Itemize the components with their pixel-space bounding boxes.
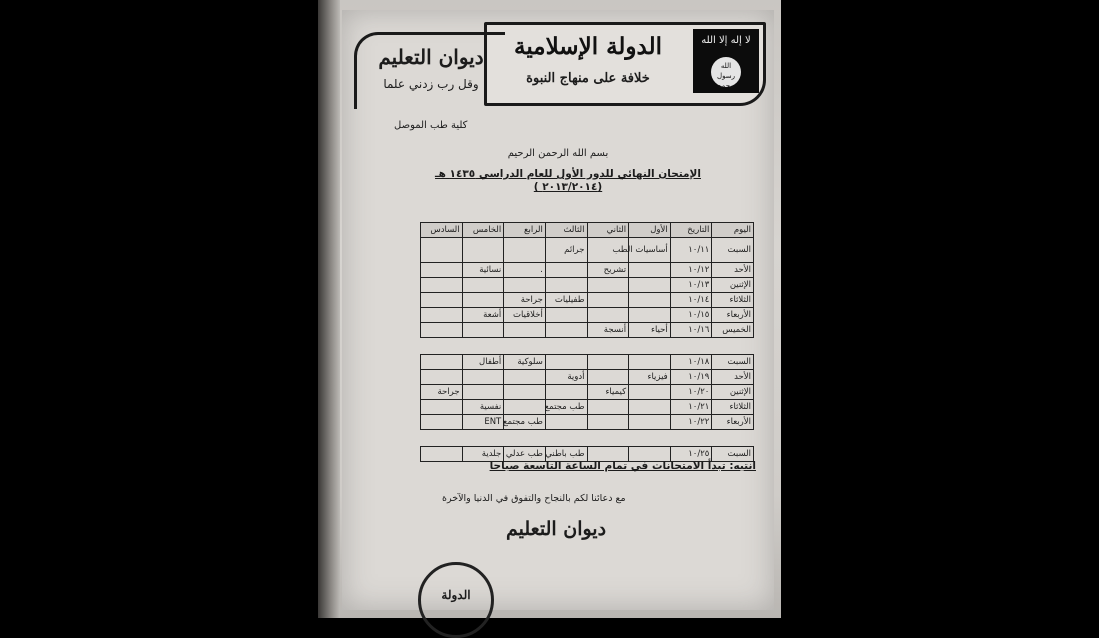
table-cell [670, 430, 712, 447]
table-row [421, 415, 754, 430]
table-row [421, 385, 754, 400]
table-cell: ١٠/٢١ [670, 400, 712, 415]
table-cell [421, 370, 463, 385]
table-cell: الأربعاء [712, 308, 754, 323]
state-subtitle: خلافة على منهاج النبوة [526, 71, 650, 86]
table-cell [545, 323, 587, 338]
basmala: بسم الله الرحمن الرحيم [507, 148, 609, 159]
table-cell [421, 415, 463, 430]
table-cell [587, 355, 629, 370]
table-cell: ١٠/١٩ [670, 370, 712, 385]
table-cell: أطفال [462, 355, 504, 370]
table-cell: جلدية [462, 447, 504, 462]
table-cell: أحياء [629, 323, 671, 338]
table-cell [545, 308, 587, 323]
black-flag-logo [693, 29, 759, 93]
exam-title: الإمتحان النهائي للدور الأول للعام الدراسي ١٤٣٥ هـ (٢٠١٣/٢٠١٤ ) [435, 168, 701, 193]
flag-text: لا إله إلا الله [701, 35, 751, 46]
table-cell: ١٠/١٣ [670, 278, 712, 293]
table-cell [504, 400, 546, 415]
table-cell [462, 430, 504, 447]
table-cell [462, 238, 504, 263]
table-cell: الأربعاء [712, 415, 754, 430]
table-cell [545, 385, 587, 400]
table-cell: طب باطني [545, 447, 587, 462]
table-cell [421, 447, 463, 462]
table-cell [629, 308, 671, 323]
table-cell [587, 415, 629, 430]
table-header-cell: الثالث [545, 223, 587, 238]
table-cell [629, 430, 671, 447]
table-row [421, 338, 754, 355]
table-cell [545, 415, 587, 430]
wishes-text: مع دعائنا لكم بالنجاح والتفوق في الدنيا والآخرة [442, 493, 626, 504]
table-cell: الإثنين [712, 385, 754, 400]
table-cell [504, 278, 546, 293]
table-cell: سلوكية [504, 355, 546, 370]
table-cell [545, 278, 587, 293]
table-cell: فيزياء [629, 370, 671, 385]
table-cell [629, 293, 671, 308]
diwan-subtitle: وقل رب زدني علما [383, 77, 479, 91]
table-cell [545, 430, 587, 447]
table-header-cell: الخامس [462, 223, 504, 238]
table-header-row [421, 223, 754, 238]
table-row [421, 430, 754, 447]
table-cell: ١٠/١٤ [670, 293, 712, 308]
table-cell [629, 385, 671, 400]
table-cell [421, 278, 463, 293]
table-cell [629, 338, 671, 355]
table-cell: الإثنين [712, 278, 754, 293]
table-cell: الثلاثاء [712, 400, 754, 415]
diwan-title: ديوان التعليم [378, 45, 484, 69]
table-row [421, 293, 754, 308]
table-cell [629, 355, 671, 370]
table-cell [421, 430, 463, 447]
table-cell: الأحد [712, 263, 754, 278]
table-cell [462, 278, 504, 293]
table-cell [712, 338, 754, 355]
table-cell [670, 338, 712, 355]
table-cell: الخميس [712, 323, 754, 338]
table-cell [421, 308, 463, 323]
table-cell: . [504, 263, 546, 278]
table-cell: السبت [712, 355, 754, 370]
table-cell [504, 323, 546, 338]
table-cell: ١٠/١٥ [670, 308, 712, 323]
table-cell: أشعة [462, 308, 504, 323]
table-row [421, 263, 754, 278]
table-cell: ١٠/٢٢ [670, 415, 712, 430]
table-cell: الأحد [712, 370, 754, 385]
diwan-banner [354, 32, 505, 109]
table-cell: ١٠/١٢ [670, 263, 712, 278]
table-cell [421, 263, 463, 278]
table-cell [504, 338, 546, 355]
table-cell: ١٠/٢٠ [670, 385, 712, 400]
table-cell [462, 370, 504, 385]
table-cell: كيمياء [587, 385, 629, 400]
table-cell [629, 400, 671, 415]
table-cell [629, 278, 671, 293]
table-cell [587, 278, 629, 293]
table-cell [462, 323, 504, 338]
table-cell: ١٠/١٨ [670, 355, 712, 370]
table-cell: طب مجتمع [545, 400, 587, 415]
table-header-cell: التاريخ [670, 223, 712, 238]
table-header-cell: الثاني [587, 223, 629, 238]
table-cell: ENT [462, 415, 504, 430]
table-cell: الثلاثاء [712, 293, 754, 308]
table-cell: السبت [712, 238, 754, 263]
table-cell [504, 370, 546, 385]
table-row [421, 370, 754, 385]
table-cell: نفسية [462, 400, 504, 415]
table-cell: نسائية [462, 263, 504, 278]
table-cell: أساسيات الطب [629, 238, 671, 263]
photo-background-edge [318, 0, 340, 618]
table-cell [504, 385, 546, 400]
table-cell: طب عدلي [504, 447, 546, 462]
flag-seal: الله رسول محمد [711, 57, 741, 87]
table-cell [421, 355, 463, 370]
table-cell [421, 400, 463, 415]
table-cell: ١٠/١١ [670, 238, 712, 263]
table-cell: السبت [712, 447, 754, 462]
table-row [421, 308, 754, 323]
table-cell: ١٠/٢٥ [670, 447, 712, 462]
table-cell: تشريح [587, 263, 629, 278]
table-cell [587, 400, 629, 415]
table-cell [587, 430, 629, 447]
table-cell [629, 263, 671, 278]
official-stamp: الدولة [418, 562, 494, 638]
table-cell [587, 293, 629, 308]
state-title: الدولة الإسلامية [513, 33, 663, 60]
table-cell [545, 338, 587, 355]
table-row [421, 278, 754, 293]
college-name: كلية طب الموصل [394, 120, 468, 131]
table-cell [629, 415, 671, 430]
table-cell: أخلاقيات [504, 308, 546, 323]
table-cell [587, 308, 629, 323]
table-cell: أدوية [545, 370, 587, 385]
table-cell [587, 338, 629, 355]
table-cell [421, 323, 463, 338]
table-row [421, 400, 754, 415]
exam-schedule-table [420, 222, 754, 462]
table-header-cell: الأول [629, 223, 671, 238]
table-cell: طب مجتمع [504, 415, 546, 430]
table-row [421, 238, 754, 263]
table-header-cell: الرابع [504, 223, 546, 238]
table-cell [587, 370, 629, 385]
start-time-note: انتبه: تبدأ الامتحانات في تمام الساعة التاسعة صباحا [489, 460, 756, 472]
table-cell: ١٠/١٦ [670, 323, 712, 338]
table-cell: جراحة [421, 385, 463, 400]
table-cell: جراحة [504, 293, 546, 308]
table-cell [421, 238, 463, 263]
document-photo [318, 0, 781, 618]
signature: ديوان التعليم [506, 518, 607, 540]
table-header-cell: اليوم [712, 223, 754, 238]
table-row [421, 323, 754, 338]
table-cell: طفيليات [545, 293, 587, 308]
table-header-cell: السادس [421, 223, 463, 238]
exam-schedule-paper [342, 10, 774, 610]
table-cell [545, 263, 587, 278]
table-row [421, 355, 754, 370]
table-cell [504, 430, 546, 447]
table-cell [462, 338, 504, 355]
table-cell [462, 293, 504, 308]
table-cell: أنسجة [587, 323, 629, 338]
table-cell [462, 385, 504, 400]
table-cell: جرائم [545, 238, 587, 263]
state-banner [484, 22, 766, 106]
table-cell [504, 238, 546, 263]
table-cell [712, 430, 754, 447]
table-cell [421, 338, 463, 355]
table-cell [421, 293, 463, 308]
table-cell [545, 355, 587, 370]
